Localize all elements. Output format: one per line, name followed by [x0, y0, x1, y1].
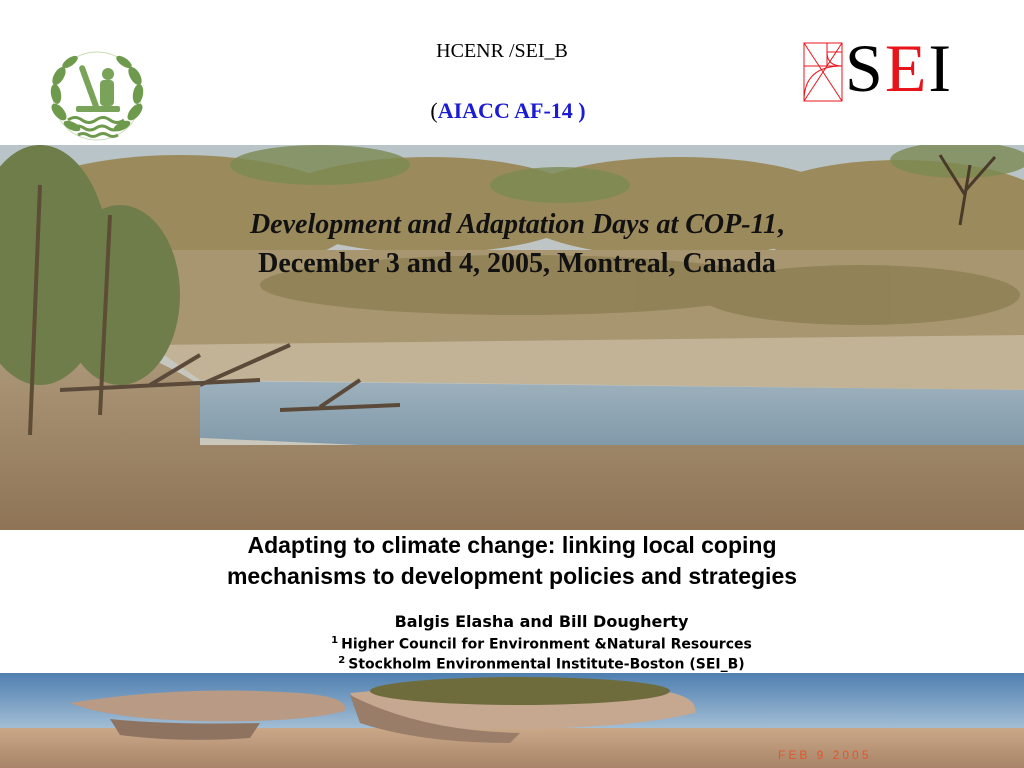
sei-letter-s: S: [845, 30, 885, 106]
photo-date-stamp: FEB 9 2005: [778, 748, 872, 762]
project-paren-open: (: [430, 98, 438, 123]
savanna-river-photo: [0, 145, 1024, 530]
event-date-location: December 3 and 4, 2005, Montreal, Canada: [258, 247, 776, 279]
event-name-comma: ,: [777, 209, 785, 240]
affiliation-2-mark: 2: [338, 655, 346, 666]
organization-code: HCENR /SEI_B: [436, 40, 568, 62]
sei-letter-i: I: [928, 30, 954, 106]
project-code: AIACC AF-14: [437, 98, 573, 123]
talk-title: [0, 530, 1024, 593]
sei-letter-e: E: [884, 30, 929, 106]
authors: Balgis Elasha and Bill Dougherty: [394, 612, 689, 631]
talk-title-line-2: mechanisms to development policies and strategies: [226, 563, 798, 590]
event-name: Development and Adaptation Days at COP-11: [249, 209, 778, 240]
affiliation-2: [0, 655, 1024, 673]
affiliation-1-text: Higher Council for Environment &Natural Resources: [341, 636, 752, 653]
affiliation-1: [0, 635, 1024, 653]
affiliation-2-text: Stockholm Environmental Institute-Boston (SEI_B): [348, 656, 745, 673]
talk-title-line-1: Adapting to climate change: linking local coping: [247, 532, 777, 558]
sei-wordmark: [845, 30, 954, 106]
event-title: [0, 206, 1024, 283]
project-paren-close: ): [572, 98, 586, 123]
affiliation-1-mark: 1: [331, 635, 339, 646]
